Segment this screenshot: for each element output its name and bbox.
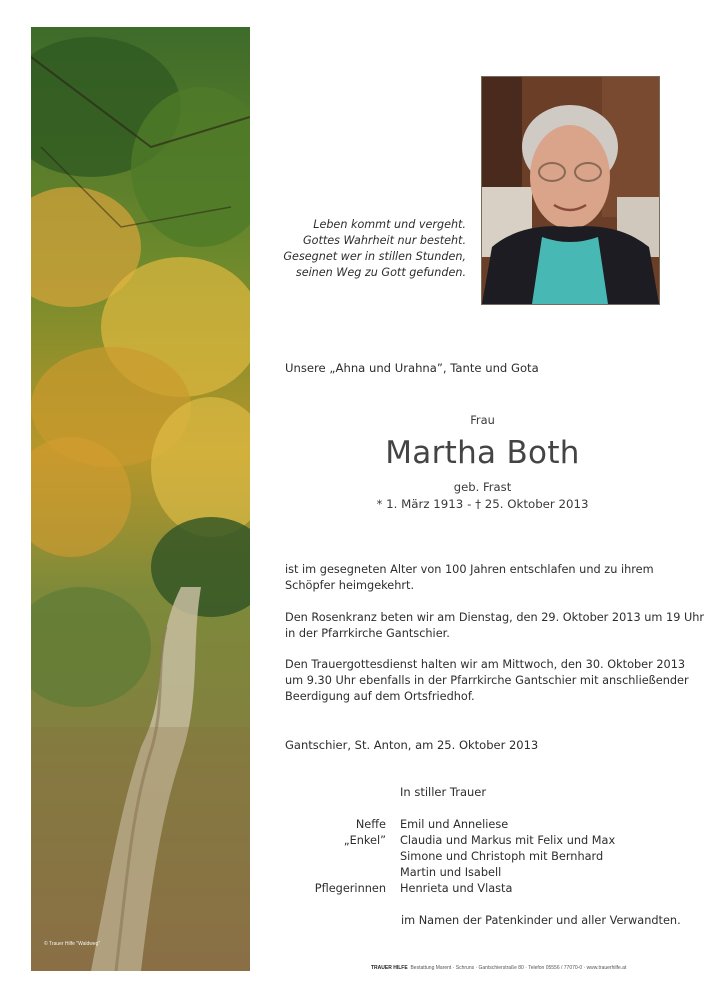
maiden-name: geb. Frast <box>453 480 512 494</box>
mourning-heading: In stiller Trauer <box>400 785 487 799</box>
place-date: Gantschier, St. Anton, am 25. Oktober 2013 <box>285 738 539 752</box>
mourner-role <box>280 849 400 865</box>
mourner-names: Claudia und Markus mit Felix und Max <box>400 834 616 847</box>
life-dates: * 1. März 1913 - † 25. Oktober 2013 <box>376 497 589 511</box>
mourner-role: Pflegerinnen <box>314 882 386 895</box>
deceased-name: Martha Both <box>385 435 580 471</box>
poem-line: Gesegnet wer in stillen Stunden, <box>283 250 466 263</box>
footer-details: Bestattung Marent · Schruns · Gantschierstraße 80 · Telefon 05556 / 77070-0 · www.trauerhilfe.at <box>410 965 627 971</box>
poem-line: seinen Weg zu Gott gefunden. <box>295 266 466 279</box>
paragraph-funeral-service <box>285 657 689 705</box>
mourner-names: Martin und Isabell <box>400 866 502 879</box>
paragraph-line: ist im gesegneten Alter von 100 Jahren entschlafen und zu ihrem <box>285 563 654 576</box>
mourner-row <box>280 881 615 897</box>
mourner-role <box>280 865 400 881</box>
mourner-names: Simone und Christoph mit Bernhard <box>400 850 604 863</box>
mourner-row <box>280 849 615 865</box>
forest-path-image <box>31 27 250 971</box>
portrait-photo <box>481 76 660 305</box>
poem-line: Leben kommt und vergeht. <box>313 218 466 231</box>
mourner-row <box>280 865 615 881</box>
mourner-role: „Enkel” <box>343 834 386 847</box>
footer <box>371 965 626 971</box>
paragraph-line: in der Pfarrkirche Gantschier. <box>285 627 450 640</box>
paragraph-line: Schöpfer heimgekehrt. <box>285 579 415 592</box>
image-credit: © Trauer Hilfe "Waldweg" <box>44 941 101 947</box>
salutation: Frau <box>470 413 495 427</box>
paragraph-line: Den Trauergottesdienst halten wir am Mittwoch, den 30. Oktober 2013 <box>285 658 686 671</box>
paragraph-line: Den Rosenkranz beten wir am Dienstag, den 29. Oktober 2013 um 19 Uhr <box>285 611 705 624</box>
intro-text: Unsere „Ahna und Urahna”, Tante und Gota <box>285 361 539 375</box>
closing-line: im Namen der Patenkinder und aller Verwandten. <box>401 914 681 927</box>
paragraph-line: um 9.30 Uhr ebenfalls in der Pfarrkirche Gantschier mit anschließender <box>285 674 689 687</box>
paragraph-line: Beerdigung auf dem Ortsfriedhof. <box>285 690 475 703</box>
mourner-role: Neffe <box>355 818 386 831</box>
mourners-list <box>280 817 615 897</box>
poem <box>268 217 466 281</box>
footer-brand: TRAUER HILFE <box>371 965 408 971</box>
paragraph-rosary <box>285 610 704 642</box>
mourner-row <box>280 817 615 833</box>
mourner-row <box>280 833 615 849</box>
mourner-names: Emil und Anneliese <box>400 818 509 831</box>
poem-line: Gottes Wahrheit nur besteht. <box>302 234 466 247</box>
paragraph-passing <box>285 562 654 594</box>
mourner-names: Henrieta und Vlasta <box>400 882 513 895</box>
